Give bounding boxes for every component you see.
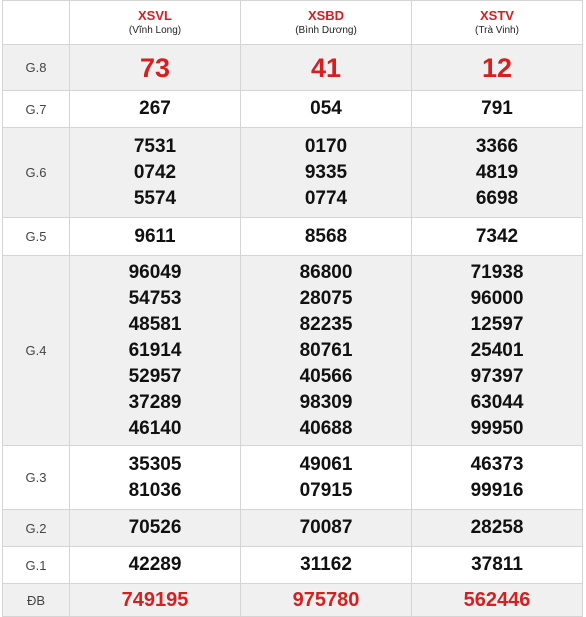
prize-row-g8 bbox=[3, 45, 583, 91]
prize-number: 7531 bbox=[133, 135, 177, 157]
prize-number: 48581 bbox=[128, 313, 182, 335]
prize-number: 28075 bbox=[299, 287, 353, 309]
province-code[interactable]: XSVL bbox=[138, 8, 172, 23]
prize-number: 46140 bbox=[128, 417, 182, 439]
prize-cell bbox=[70, 256, 241, 446]
prize-number: 41 bbox=[310, 52, 342, 83]
prize-cell bbox=[412, 256, 583, 446]
prize-row-g7 bbox=[3, 91, 583, 128]
prize-number: 8568 bbox=[304, 225, 348, 247]
header-row bbox=[3, 1, 583, 45]
prize-row-g3 bbox=[3, 446, 583, 510]
prize-number: 82235 bbox=[299, 313, 353, 335]
prize-number: 81036 bbox=[128, 479, 182, 501]
prize-label: G.7 bbox=[3, 91, 70, 128]
prize-number: 975780 bbox=[292, 589, 360, 611]
prize-number: 267 bbox=[139, 98, 171, 119]
prize-label: G.8 bbox=[3, 45, 70, 91]
prize-number: 0742 bbox=[133, 161, 177, 183]
prize-number: 12597 bbox=[470, 313, 524, 335]
province-header-xstv bbox=[412, 1, 583, 45]
prize-row-g4 bbox=[3, 256, 583, 446]
province-header-xsvl bbox=[70, 1, 241, 45]
prize-number: 9611 bbox=[134, 225, 176, 247]
prize-number: 3366 bbox=[475, 135, 519, 157]
province-name: (Vĩnh Long) bbox=[128, 25, 182, 36]
prize-row-special bbox=[3, 584, 583, 617]
prize-number: 52957 bbox=[128, 365, 182, 387]
prize-number: 86800 bbox=[299, 261, 353, 283]
prize-number: 42289 bbox=[128, 554, 182, 575]
prize-cell bbox=[241, 547, 412, 584]
prize-cell bbox=[412, 510, 583, 547]
prize-number: 07915 bbox=[299, 479, 353, 501]
prize-label: ĐB bbox=[3, 584, 70, 617]
prize-number: 25401 bbox=[470, 339, 524, 361]
prize-cell bbox=[70, 128, 241, 218]
prize-number: 49061 bbox=[299, 453, 353, 475]
prize-cell bbox=[70, 584, 241, 617]
prize-number: 98309 bbox=[299, 391, 353, 413]
prize-number: 73 bbox=[139, 52, 171, 83]
prize-number: 37811 bbox=[471, 554, 523, 575]
prize-cell bbox=[241, 446, 412, 510]
prize-number: 5574 bbox=[133, 187, 177, 209]
prize-number: 61914 bbox=[128, 339, 182, 361]
prize-label: G.4 bbox=[3, 256, 70, 446]
prize-number: 97397 bbox=[470, 365, 524, 387]
prize-label: G.3 bbox=[3, 446, 70, 510]
prize-number: 12 bbox=[481, 52, 513, 83]
prize-label: G.6 bbox=[3, 128, 70, 218]
prize-label: G.2 bbox=[3, 510, 70, 547]
prize-number: 054 bbox=[310, 98, 342, 119]
province-header-xsbd bbox=[241, 1, 412, 45]
prize-cell bbox=[412, 584, 583, 617]
province-name: (Trà Vinh) bbox=[475, 25, 519, 36]
prize-cell bbox=[241, 45, 412, 91]
prize-cell bbox=[412, 446, 583, 510]
prize-number: 0170 bbox=[304, 135, 348, 157]
prize-number: 54753 bbox=[128, 287, 182, 309]
prize-number: 0774 bbox=[304, 187, 348, 209]
prize-number: 31162 bbox=[300, 554, 352, 575]
prize-number: 6698 bbox=[475, 187, 519, 209]
prize-number: 70526 bbox=[128, 517, 182, 538]
prize-number: 63044 bbox=[470, 391, 524, 413]
lottery-results-table bbox=[2, 0, 583, 617]
prize-cell bbox=[241, 91, 412, 128]
prize-number: 749195 bbox=[121, 589, 189, 611]
prize-number: 9335 bbox=[304, 161, 348, 183]
prize-cell bbox=[412, 218, 583, 256]
prize-cell bbox=[70, 91, 241, 128]
prize-row-g6 bbox=[3, 128, 583, 218]
prize-number: 70087 bbox=[299, 517, 353, 538]
prize-cell bbox=[70, 218, 241, 256]
prize-cell bbox=[241, 218, 412, 256]
province-code[interactable]: XSBD bbox=[307, 8, 345, 23]
province-code[interactable]: XSTV bbox=[480, 8, 514, 23]
province-name: (Bình Dương) bbox=[295, 25, 357, 36]
prize-number: 40688 bbox=[299, 417, 353, 439]
prize-cell bbox=[412, 128, 583, 218]
prize-number: 40566 bbox=[299, 365, 353, 387]
prize-number: 46373 bbox=[470, 453, 524, 475]
prize-number: 28258 bbox=[470, 517, 524, 538]
prize-label: G.1 bbox=[3, 547, 70, 584]
prize-cell bbox=[412, 547, 583, 584]
header-empty-cell bbox=[3, 1, 70, 45]
prize-number: 99916 bbox=[470, 479, 524, 501]
prize-number: 37289 bbox=[128, 391, 182, 413]
prize-number: 562446 bbox=[463, 589, 531, 611]
prize-number: 96000 bbox=[470, 287, 524, 309]
prize-cell bbox=[241, 584, 412, 617]
prize-cell bbox=[412, 91, 583, 128]
prize-cell bbox=[241, 256, 412, 446]
prize-number: 791 bbox=[481, 98, 513, 119]
prize-number: 80761 bbox=[299, 339, 353, 361]
prize-cell bbox=[412, 45, 583, 91]
prize-row-g1 bbox=[3, 547, 583, 584]
prize-number: 35305 bbox=[128, 453, 182, 475]
prize-cell bbox=[70, 45, 241, 91]
prize-number: 96049 bbox=[128, 261, 182, 283]
prize-cell bbox=[70, 510, 241, 547]
prize-cell bbox=[241, 128, 412, 218]
prize-cell bbox=[70, 446, 241, 510]
prize-cell bbox=[70, 547, 241, 584]
prize-row-g5 bbox=[3, 218, 583, 256]
prize-number: 99950 bbox=[470, 417, 524, 439]
prize-number: 4819 bbox=[475, 161, 519, 183]
prize-row-g2 bbox=[3, 510, 583, 547]
prize-cell bbox=[241, 510, 412, 547]
prize-label: G.5 bbox=[3, 218, 70, 256]
prize-number: 7342 bbox=[475, 225, 519, 247]
prize-number: 71938 bbox=[470, 261, 524, 283]
